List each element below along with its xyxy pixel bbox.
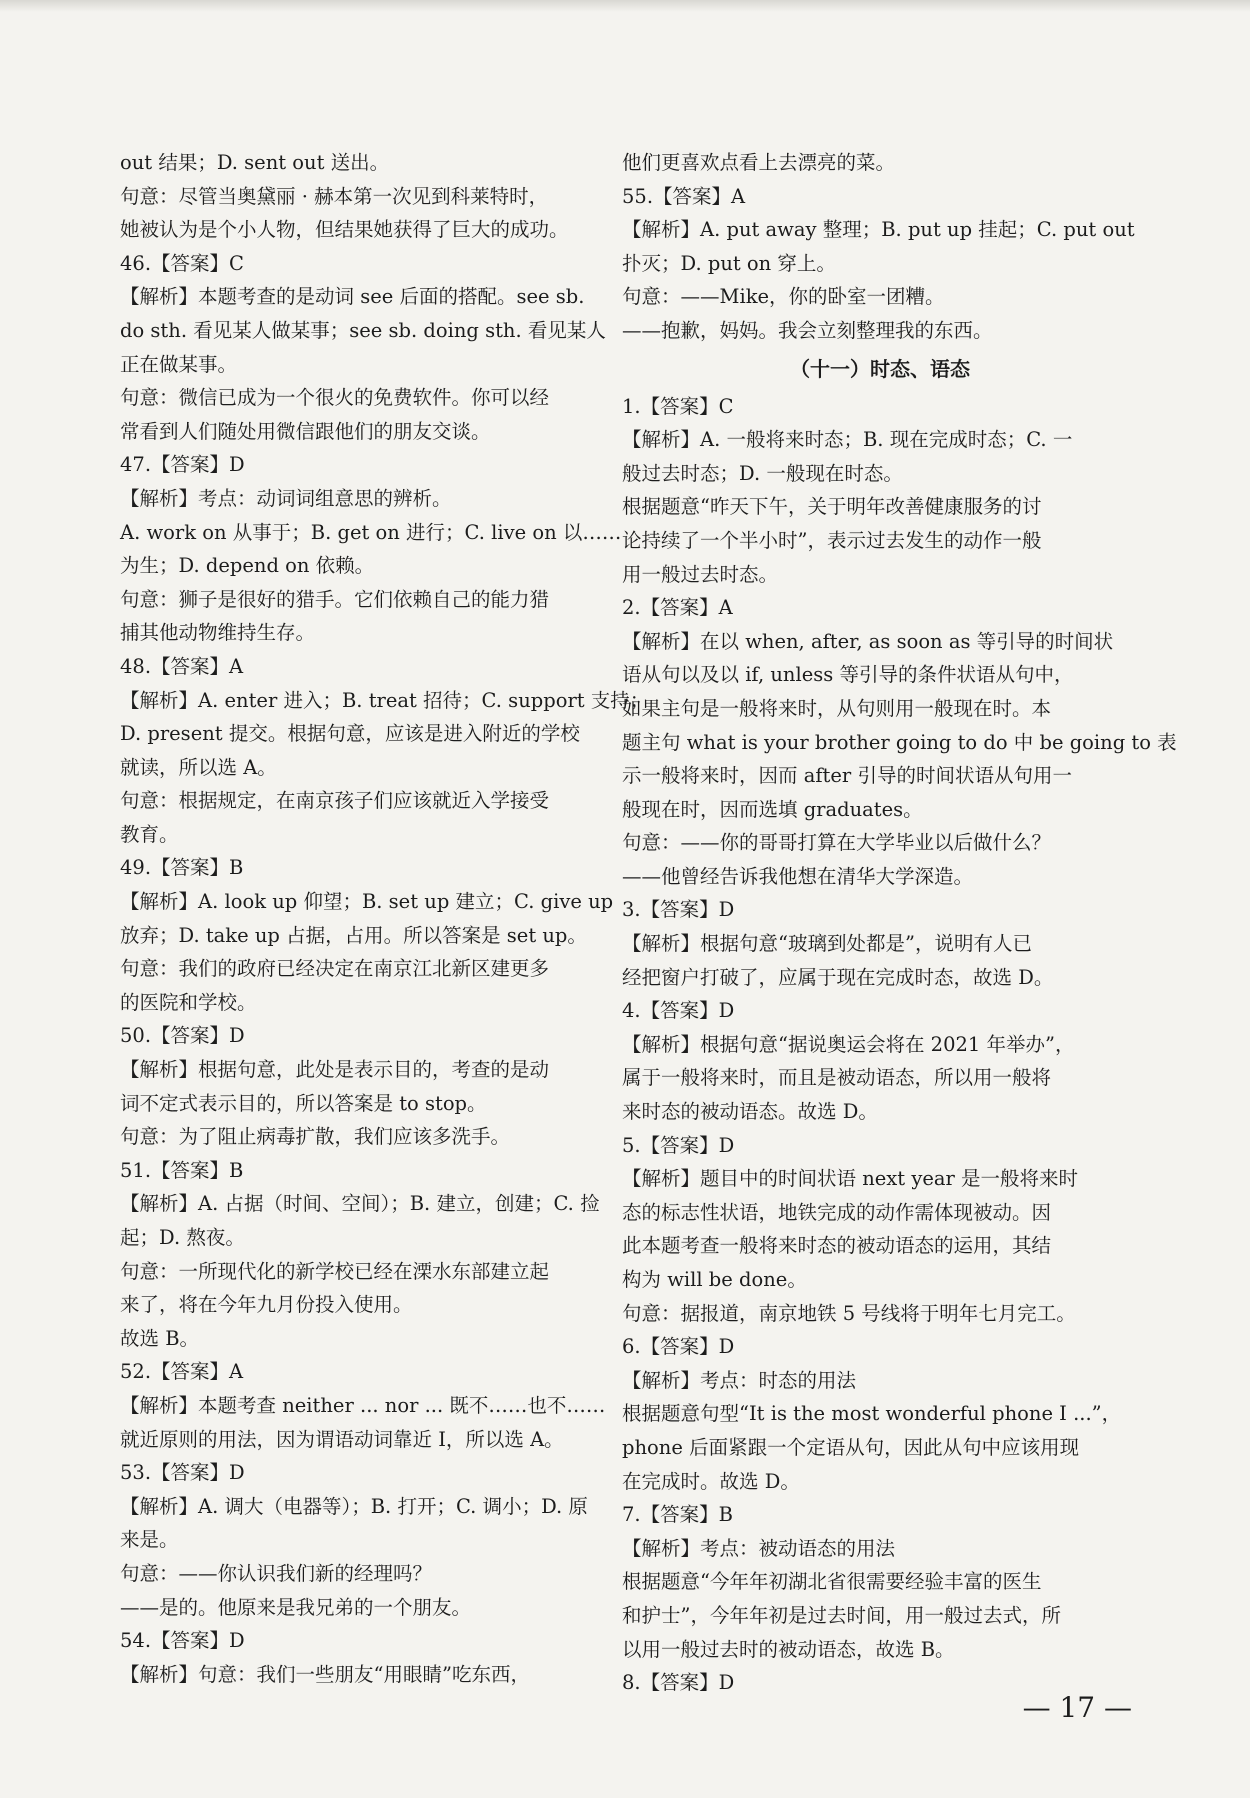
text-line: 句意：尽管当奥黛丽 · 赫本第一次见到科莱特时， [120, 184, 549, 208]
text-line: 正在做某事。 [120, 352, 238, 376]
text-line: 【解析】在以 when, after, as soon as 等引导的时间状 [622, 629, 1114, 653]
text-line: 【解析】题目中的时间状语 next year 是一般将来时 [622, 1167, 1079, 1191]
text-line: A. work on 从事于；B. get on 进行；C. live on 以…… [120, 520, 622, 544]
right-column-top [622, 146, 1138, 348]
text-line: 句意：一所现代化的新学校已经在溧水东部建立起 [120, 1259, 550, 1283]
text-line: 来了，将在今年九月份投入使用。 [120, 1293, 413, 1317]
text-line: 【解析】考点：被动语态的用法 [622, 1536, 896, 1560]
right-column [622, 146, 1177, 1700]
text-line: 【解析】根据句意“玻璃到处都是”，说明有人已 [622, 932, 1032, 956]
text-line: 就读，所以选 A。 [120, 755, 277, 779]
text-line: 【解析】考点：动词词组意思的辨析。 [120, 486, 452, 510]
text-line: 起；D. 熬夜。 [120, 1226, 245, 1249]
text-line: D. present 提交。根据句意，应该是进入附近的学校 [120, 722, 580, 746]
text-line: ——是的。他原来是我兄弟的一个朋友。 [120, 1595, 472, 1619]
text-line: 46.【答案】C [120, 251, 244, 275]
text-line: ——他曾经告诉我他想在清华大学深造。 [622, 864, 974, 888]
text-line: 47.【答案】D [120, 453, 245, 477]
text-line: 常看到人们随处用微信跟他们的朋友交谈。 [120, 419, 491, 443]
right-column-bottom [622, 390, 1177, 1700]
text-line: 用一般过去时态。 [622, 562, 779, 586]
text-line: 【解析】根据句意“据说奥运会将在 2021 年举办”， [622, 1032, 1075, 1056]
text-line: 句意：狮子是很好的猎手。它们依赖自己的能力猎 [120, 587, 550, 611]
text-line: 50.【答案】D [120, 1024, 245, 1048]
text-line: 句意：微信已成为一个很火的免费软件。你可以经 [120, 386, 550, 410]
text-line: 题主句 what is your brother going to do 中 be going to 表 [622, 730, 1177, 754]
text-line: 以用一般过去时的被动语态，故选 B。 [622, 1637, 955, 1661]
scan-edge [0, 0, 1250, 12]
left-column [120, 146, 650, 1691]
text-line: 句意：——Mike，你的卧室一团糟。 [622, 285, 945, 309]
text-line: 般现在时，因而选填 graduates。 [622, 797, 923, 821]
text-line: 【解析】根据句意，此处是表示目的，考查的是动 [120, 1058, 550, 1082]
text-line: 般过去时态；D. 一般现在时态。 [622, 461, 903, 485]
text-line: 在完成时。故选 D。 [622, 1469, 800, 1493]
text-line: 来是。 [120, 1528, 179, 1552]
text-line: 语从句以及以 if, unless 等引导的条件状语从句中， [622, 663, 1074, 687]
text-line: 词不定式表示目的，所以答案是 to stop。 [120, 1091, 487, 1115]
text-line: 55.【答案】A [622, 184, 746, 208]
text-line: 故选 B。 [120, 1326, 200, 1350]
text-line: do sth. 看见某人做某事；see sb. doing sth. 看见某人 [120, 318, 606, 342]
text-line: 为生；D. depend on 依赖。 [120, 554, 375, 578]
text-line: 【解析】A. enter 进入；B. treat 招待；C. support 支持； [120, 688, 650, 712]
text-line: 1.【答案】C [622, 394, 734, 418]
text-line: 5.【答案】D [622, 1133, 735, 1157]
text-line: 放弃；D. take up 占据，占用。所以答案是 set up。 [120, 923, 587, 947]
text-line: 根据题意句型“It is the most wonderful phone I ...”， [622, 1402, 1122, 1426]
text-line: 【解析】A. put away 整理；B. put up 挂起；C. put out [622, 218, 1135, 242]
text-line: 3.【答案】D [622, 898, 735, 922]
text-line: 句意：我们的政府已经决定在南京江北新区建更多 [120, 957, 550, 981]
text-line: 就近原则的用法，因为谓语动词靠近 I，所以选 A。 [120, 1427, 564, 1451]
text-line: 此本题考查一般将来时态的被动语态的运用，其结 [622, 1234, 1052, 1258]
text-line: 6.【答案】D [622, 1335, 735, 1359]
text-line: 句意：根据规定，在南京孩子们应该就近入学接受 [120, 789, 550, 813]
text-line: 句意：据报道，南京地铁 5 号线将于明年七月完工。 [622, 1301, 1076, 1325]
text-line: 的医院和学校。 [120, 990, 257, 1014]
text-line: 论持续了一个半小时”，表示过去发生的动作一般 [622, 528, 1042, 552]
text-line: 【解析】本题考查 neither ... nor ... 既不……也不…… [120, 1393, 606, 1417]
text-line: 49.【答案】B [120, 856, 244, 880]
text-line: 根据题意“今年年初湖北省很需要经验丰富的医生 [622, 1570, 1042, 1594]
text-line: 【解析】考点：时态的用法 [622, 1368, 857, 1392]
text-line: 根据题意“昨天下午，关于明年改善健康服务的讨 [622, 495, 1042, 519]
text-line: 她被认为是个小人物，但结果她获得了巨大的成功。 [120, 218, 569, 242]
text-line: 2.【答案】A [622, 596, 733, 620]
text-line: 4.【答案】D [622, 999, 735, 1023]
text-line: 如果主句是一般将来时，从句则用一般现在时。本 [622, 696, 1052, 720]
text-line: 他们更喜欢点看上去漂亮的菜。 [622, 151, 896, 174]
text-line: 句意：——你认识我们新的经理吗？ [120, 1561, 433, 1585]
text-line: 8.【答案】D [622, 1671, 735, 1695]
text-line: 教育。 [120, 822, 179, 846]
text-line: 和护士”，今年年初是过去时间，用一般过去式，所 [622, 1603, 1061, 1627]
text-line: 53.【答案】D [120, 1461, 245, 1485]
text-line: 【解析】A. 一般将来时态；B. 现在完成时态；C. 一 [622, 428, 1073, 452]
text-line: 【解析】A. 调大（电器等）；B. 打开；C. 调小；D. 原 [120, 1494, 588, 1518]
text-line: 捕其他动物维持生存。 [120, 621, 316, 645]
text-line: 来时态的被动语态。故选 D。 [622, 1100, 878, 1124]
text-line: 扑灭；D. put on 穿上。 [622, 251, 836, 275]
text-line: 态的标志性状语，地铁完成的动作需体现被动。因 [622, 1200, 1052, 1224]
text-line: 【解析】本题考查的是动词 see 后面的搭配。see sb. [120, 285, 585, 309]
text-line: 【解析】A. 占据（时间、空间）；B. 建立，创建；C. 捡 [120, 1192, 600, 1216]
text-line: 【解析】句意：我们一些朋友“用眼睛”吃东西， [120, 1662, 530, 1686]
text-line: 52.【答案】A [120, 1360, 244, 1384]
text-line: 7.【答案】B [622, 1503, 733, 1527]
text-line: out 结果；D. sent out 送出。 [120, 151, 390, 174]
text-line: 属于一般将来时，而且是被动语态，所以用一般将 [622, 1066, 1052, 1090]
text-line: 51.【答案】B [120, 1158, 244, 1182]
section-heading: （十一）时态、语态 [790, 356, 970, 381]
text-line: 构为 will be done。 [622, 1268, 807, 1291]
page-number: — 17 — [1022, 1691, 1132, 1724]
text-line: phone 后面紧跟一个定语从句，因此从句中应该用现 [622, 1435, 1080, 1459]
text-line: 句意：——你的哥哥打算在大学毕业以后做什么？ [622, 831, 1052, 855]
text-line: 48.【答案】A [120, 654, 244, 678]
text-line: 示一般将来时，因而 after 引导的时间状语从句用一 [622, 764, 1072, 788]
text-line: 句意：为了阻止病毒扩散，我们应该多洗手。 [120, 1125, 511, 1149]
text-line: 54.【答案】D [120, 1629, 245, 1653]
text-line: ——抱歉，妈妈。我会立刻整理我的东西。 [622, 318, 993, 342]
text-line: 经把窗户打破了，应属于现在完成时态，故选 D。 [622, 965, 1054, 989]
text-line: 【解析】A. look up 仰望；B. set up 建立；C. give up [120, 890, 614, 914]
